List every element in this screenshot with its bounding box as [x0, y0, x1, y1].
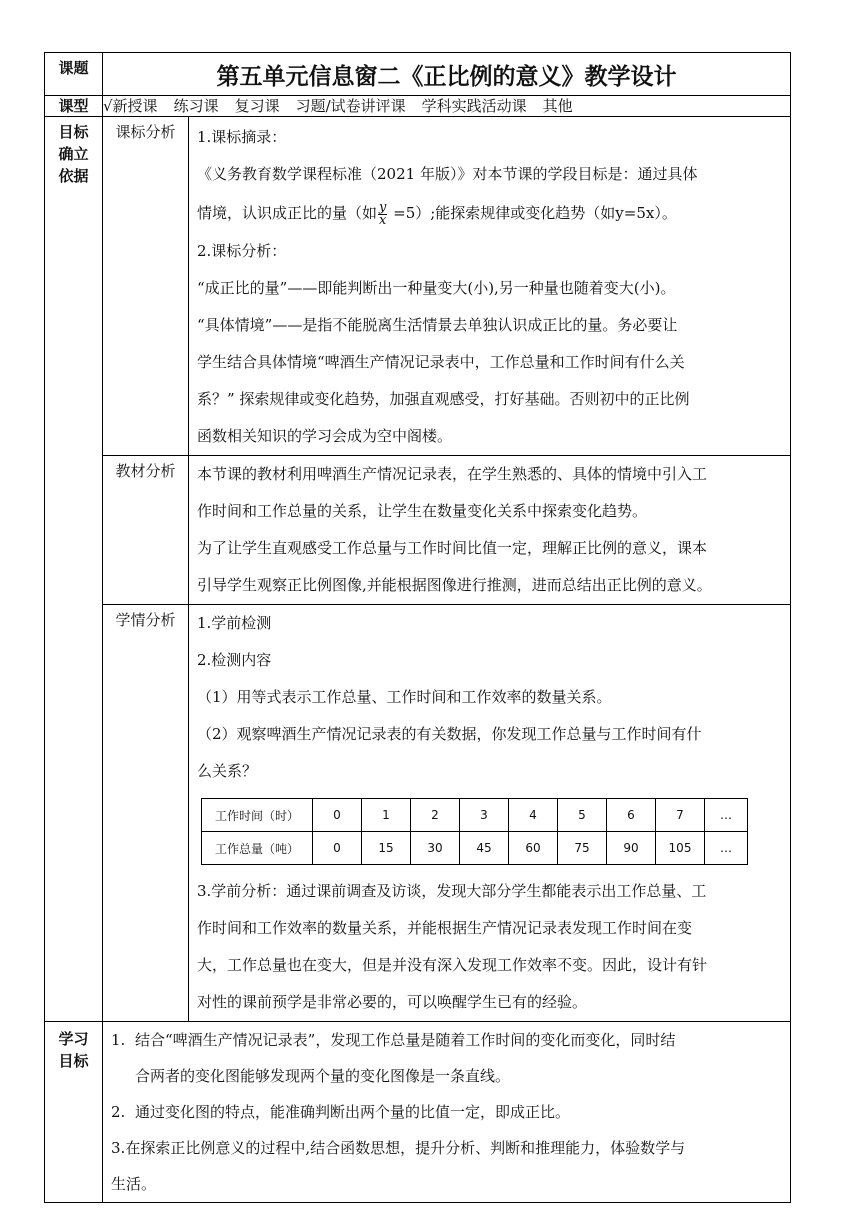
- table-cell: 45: [460, 832, 509, 865]
- goal-text: 结合“啤酒生产情况记录表”，发现工作总量是随着工作时间的变化而变化，同时结: [135, 1031, 676, 1049]
- textbook-content: [189, 456, 791, 605]
- goal-marker: 3.: [111, 1139, 126, 1157]
- students-line: 2.检测内容: [197, 651, 272, 669]
- table-cell: 90: [607, 832, 656, 865]
- analysis-line: 作时间和工作效率的数量关系，并能根据生产情况记录表发现工作时间在变: [197, 919, 693, 937]
- table-cell: 0: [313, 799, 362, 832]
- table-cell: …: [705, 832, 748, 865]
- lesson-type-option: 学科实践活动课: [421, 97, 527, 115]
- title-row: [45, 53, 791, 96]
- table-cell: 1: [362, 799, 411, 832]
- lesson-type-option: √新授课: [103, 97, 158, 115]
- analysis-heading: 2.课标分析：: [197, 242, 287, 260]
- textbook-line: 本节课的教材利用啤酒生产情况记录表，在学生熟悉的、具体的情境中引入工: [197, 465, 708, 483]
- fraction-numerator: y: [379, 199, 387, 215]
- lesson-type-option: 其他: [542, 97, 573, 115]
- table-cell: 3: [460, 799, 509, 832]
- goal-item: [111, 1022, 782, 1094]
- curriculum-label: 课标分析: [103, 117, 189, 456]
- lesson-type-label: 课型: [45, 96, 103, 117]
- curriculum-row: [45, 117, 791, 456]
- table-row: [202, 832, 748, 865]
- row-header: 工作总量（吨）: [202, 832, 313, 865]
- lesson-type-option: 习题/试卷讲评课: [295, 97, 406, 115]
- table-cell: 5: [558, 799, 607, 832]
- table-row: [202, 799, 748, 832]
- analysis-line: 大，工作总量也在变大，但是并没有深入发现工作效率不变。因此，设计有针: [197, 956, 708, 974]
- textbook-line: 为了让学生直观感受工作总量与工作时间比值一定，理解正比例的意义，课本: [197, 539, 708, 557]
- analysis-line: 函数相关知识的学习会成为空中阁楼。: [197, 427, 453, 445]
- lesson-type-row: [45, 96, 791, 117]
- excerpt-heading: 1.课标摘录：: [197, 128, 287, 146]
- table-cell: 105: [656, 832, 705, 865]
- excerpt-line: 《义务教育数学课程标准（2021 年版）》对本节课的学段目标是：通过具体: [197, 165, 698, 183]
- table-cell: 60: [509, 832, 558, 865]
- table-cell: 0: [313, 832, 362, 865]
- lesson-type-options: [103, 96, 791, 117]
- goal-marker: 1.: [111, 1031, 126, 1049]
- table-cell: 2: [411, 799, 460, 832]
- goal-text: 在探索正比例意义的过程中,结合函数思想，提升分析、判断和推理能力，体验数学与: [125, 1139, 686, 1157]
- table-cell: 75: [558, 832, 607, 865]
- analysis-line: 系？” 探索规律或变化趋势，加强直观感受，打好基础。否则初中的正比例: [197, 390, 690, 408]
- document-title: 第五单元信息窗二《正比例的意义》教学设计: [103, 53, 791, 96]
- goals-content: [103, 1022, 791, 1203]
- analysis-line: 3.学前分析：通过课前调查及访谈，发现大部分学生都能表示出工作总量、工: [197, 882, 707, 900]
- students-row: [45, 605, 791, 1022]
- goal-text: 生活。: [111, 1175, 157, 1193]
- lesson-type-option: 复习课: [234, 97, 280, 115]
- analysis-line: 学生结合具体情境“啤酒生产情况记录表中，工作总量和工作时间有什么关: [197, 353, 685, 371]
- analysis-line: “具体情境”——是指不能脱离生活情景去单独认识成正比的量。务必要让: [197, 316, 678, 334]
- goals-row: [45, 1022, 791, 1203]
- textbook-row: [45, 456, 791, 605]
- basis-label: 目标确立依据: [45, 117, 103, 1022]
- fraction-denominator: x: [379, 212, 387, 228]
- goal-text: 合两者的变化图能够发现两个量的变化图像是一条直线。: [135, 1067, 511, 1085]
- topic-label: 课题: [45, 53, 103, 96]
- goal-text: 通过变化图的特点，能准确判断出两个量的比值一定，即成正比。: [135, 1103, 571, 1121]
- goal-item: [111, 1094, 782, 1130]
- row-header: 工作时间（时）: [202, 799, 313, 832]
- table-cell: …: [705, 799, 748, 832]
- students-label: 学情分析: [103, 605, 189, 1022]
- table-cell: 30: [411, 832, 460, 865]
- students-content: [189, 605, 791, 1022]
- excerpt-line-with-fraction: [189, 193, 790, 233]
- beer-production-table: [201, 798, 748, 865]
- lesson-type-option: 练习课: [173, 97, 219, 115]
- students-line: （1）用等式表示工作总量、工作时间和工作效率的数量关系。: [197, 688, 612, 706]
- analysis-line: 对性的课前预学是非常必要的，可以唤醒学生已有的经验。: [197, 993, 588, 1011]
- goal-marker: 2.: [111, 1103, 126, 1121]
- students-line: 1.学前检测: [197, 614, 272, 632]
- fraction-y-over-x: [378, 199, 387, 228]
- goals-list: [103, 1022, 790, 1202]
- goal-item: [111, 1130, 782, 1202]
- excerpt-text: 情境，认识成正比的量（如: [197, 204, 378, 222]
- goals-label: 学习目标: [45, 1022, 103, 1203]
- textbook-line: 作时间和工作总量的关系，让学生在数量变化关系中探索变化趋势。: [197, 502, 648, 520]
- table-cell: 4: [509, 799, 558, 832]
- lesson-design-table: [44, 52, 791, 1203]
- students-line: 么关系？: [197, 762, 258, 780]
- textbook-label: 教材分析: [103, 456, 189, 605]
- table-cell: 6: [607, 799, 656, 832]
- excerpt-text: =5）;能探索规律或变化趋势（如y=5x）。: [388, 204, 677, 222]
- table-cell: 7: [656, 799, 705, 832]
- textbook-line: 引导学生观察正比例图像,并能根据图像进行推测，进而总结出正比例的意义。: [197, 576, 712, 594]
- students-line: （2）观察啤酒生产情况记录表的有关数据，你发现工作总量与工作时间有什: [197, 725, 702, 743]
- table-cell: 15: [362, 832, 411, 865]
- analysis-line: “成正比的量”——即能判断出一种量变大(小),另一种量也随着变大(小)。: [197, 279, 676, 297]
- curriculum-content: [189, 117, 791, 456]
